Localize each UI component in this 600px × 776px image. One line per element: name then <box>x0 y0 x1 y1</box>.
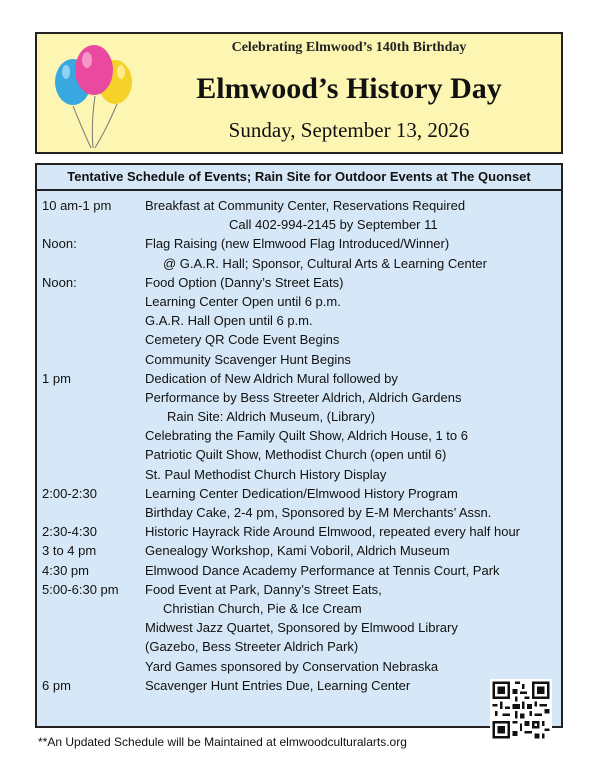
schedule-event: Learning Center Open until 6 p.m. <box>145 293 341 309</box>
schedule-time: 5:00-6:30 pm <box>42 581 119 597</box>
schedule-event: Historic Hayrack Ride Around Elmwood, repeated every half hour <box>145 524 521 540</box>
schedule-event: Food Event at Park, Danny’s Street Eats, <box>145 581 382 597</box>
schedule-time: 3 to 4 pm <box>42 543 97 559</box>
schedule-row <box>37 313 561 332</box>
footnote: **An Updated Schedule will be Maintained at elmwoodculturalarts.org <box>38 735 407 749</box>
banner-tagline: Celebrating Elmwood’s 140th Birthday <box>231 40 467 55</box>
schedule-row <box>37 198 561 217</box>
schedule-row <box>37 447 561 466</box>
schedule-event: Dedication of New Aldrich Mural followed by <box>145 370 398 386</box>
schedule-row <box>37 678 561 697</box>
schedule-event: Elmwood Dance Academy Performance at Tennis Court, Park <box>145 562 500 578</box>
schedule-time: 1 pm <box>42 370 71 386</box>
schedule-row <box>37 294 561 313</box>
schedule-row <box>37 486 561 505</box>
schedule-event: Celebrating the Family Quilt Show, Aldrich House, 1 to 6 <box>145 428 468 444</box>
schedule-event: Cemetery QR Code Event Begins <box>145 332 340 348</box>
schedule-event: Rain Site: Aldrich Museum, (Library) <box>167 409 376 425</box>
schedule-row <box>37 505 561 524</box>
schedule-time: 4:30 pm <box>42 562 89 578</box>
schedule-row <box>37 620 561 639</box>
schedule-time: 6 pm <box>42 677 71 693</box>
event-date: Sunday, September 13, 2026 <box>228 118 470 142</box>
schedule-event: Performance by Bess Streeter Aldrich, Aldrich Gardens <box>145 389 462 405</box>
schedule-row <box>37 601 561 620</box>
schedule-row <box>37 639 561 658</box>
schedule-row <box>37 390 561 409</box>
schedule-row <box>37 352 561 371</box>
schedule-event: Scavenger Hunt Entries Due, Learning Center <box>145 677 411 693</box>
schedule-event: Call 402-994-2145 by September 11 <box>229 217 438 233</box>
schedule-event: Midwest Jazz Quartet, Sponsored by Elmwood Library <box>145 620 458 636</box>
page-title: Elmwood’s History Day <box>196 72 502 105</box>
schedule-row <box>37 217 561 236</box>
schedule-row <box>37 371 561 390</box>
schedule-event: Yard Games sponsored by Conservation Nebraska <box>145 658 439 674</box>
schedule-time: Noon: <box>42 274 77 290</box>
schedule-event: Patriotic Quilt Show, Methodist Church (open until 6) <box>145 447 447 463</box>
schedule-list <box>37 198 561 697</box>
schedule-event: @ G.A.R. Hall; Sponsor, Cultural Arts & Learning Center <box>163 255 487 271</box>
schedule-box <box>35 163 563 728</box>
schedule-event: Breakfast at Community Center, Reservations Required <box>145 198 466 213</box>
schedule-row <box>37 256 561 275</box>
schedule-event: (Gazebo, Bess Streeter Aldrich Park) <box>145 639 359 655</box>
schedule-event: Food Option (Danny’s Street Eats) <box>145 274 344 290</box>
schedule-time: Noon: <box>42 236 77 252</box>
schedule-row <box>37 409 561 428</box>
schedule-time: 2:30-4:30 <box>42 524 97 540</box>
header-banner <box>35 32 563 154</box>
schedule-row <box>37 659 561 678</box>
schedule-event: Flag Raising (new Elmwood Flag Introduced/Winner) <box>145 236 450 252</box>
schedule-row <box>37 275 561 294</box>
schedule-event: Learning Center Dedication/Elmwood History Program <box>145 485 458 501</box>
schedule-heading: Tentative Schedule of Events; Rain Site for Outdoor Events at The Quonset <box>37 165 561 191</box>
schedule-time: 10 am-1 pm <box>42 198 112 213</box>
schedule-event: Christian Church, Pie & Ice Cream <box>163 600 362 616</box>
schedule-event: Genealogy Workshop, Kami Voboril, Aldrich Museum <box>145 543 450 559</box>
schedule-row <box>37 582 561 601</box>
schedule-row <box>37 236 561 255</box>
schedule-row <box>37 543 561 562</box>
schedule-row <box>37 428 561 447</box>
schedule-event: G.A.R. Hall Open until 6 p.m. <box>145 313 313 329</box>
schedule-event: Community Scavenger Hunt Begins <box>145 351 351 367</box>
schedule-event: St. Paul Methodist Church History Display <box>145 466 387 482</box>
schedule-event: Birthday Cake, 2-4 pm, Sponsored by E-M Merchants’ Assn. <box>145 505 492 520</box>
qr-code-icon[interactable] <box>490 679 552 741</box>
schedule-row <box>37 524 561 543</box>
schedule-row <box>37 467 561 486</box>
schedule-row <box>37 563 561 582</box>
schedule-time: 2:00-2:30 <box>42 485 97 501</box>
schedule-row <box>37 332 561 351</box>
